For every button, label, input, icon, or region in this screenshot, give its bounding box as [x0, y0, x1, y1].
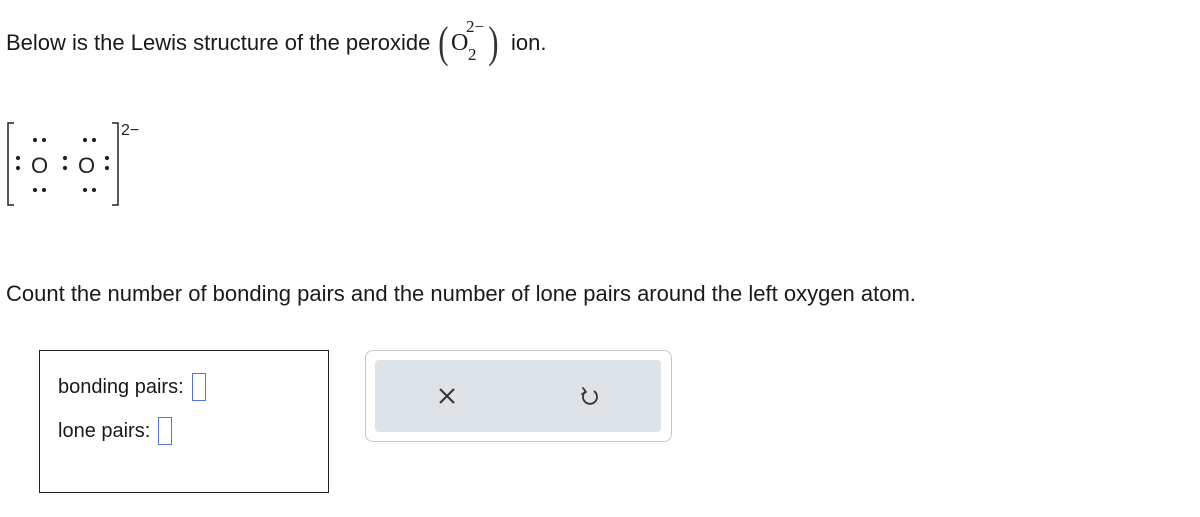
x-icon [437, 386, 457, 406]
left-bracket [8, 123, 14, 205]
instruction-text: Count the number of bonding pairs and the number of lone pairs around the left oxygen atom. [6, 281, 916, 306]
undo-icon [579, 385, 601, 407]
answer-toolbar [365, 350, 672, 442]
question-text [6, 13, 546, 73]
undo-button[interactable] [518, 360, 661, 432]
formula-subscript: 2 [467, 44, 477, 64]
question-suffix: ion. [510, 30, 547, 55]
formula-element [450, 16, 486, 64]
toolbar-panel [375, 360, 661, 432]
clear-button[interactable] [375, 360, 518, 432]
lone-pairs-row [58, 417, 172, 445]
right-paren: ) [488, 18, 499, 67]
formula-element-symbol: O [450, 29, 469, 56]
answer-box [39, 350, 329, 493]
bonding-pairs-row [58, 373, 206, 401]
lewis-structure [0, 115, 200, 215]
formula-charge: 2− [465, 16, 485, 36]
bonding-pair [63, 156, 67, 170]
question-prefix: Below is the Lewis structure of the peroxide [6, 30, 431, 55]
lone-pairs-label: lone pairs: [58, 419, 151, 442]
peroxide-formula [436, 16, 501, 67]
bonding-pairs-label: bonding pairs: [58, 375, 184, 398]
lone-pairs-input[interactable] [158, 417, 172, 445]
left-paren: ( [438, 18, 449, 67]
bonding-pairs-input[interactable] [192, 373, 206, 401]
left-oxygen-atom: O [31, 153, 49, 178]
right-oxygen-atom: O [78, 153, 96, 178]
lewis-charge: 2− [121, 122, 140, 139]
right-bracket [112, 123, 118, 205]
